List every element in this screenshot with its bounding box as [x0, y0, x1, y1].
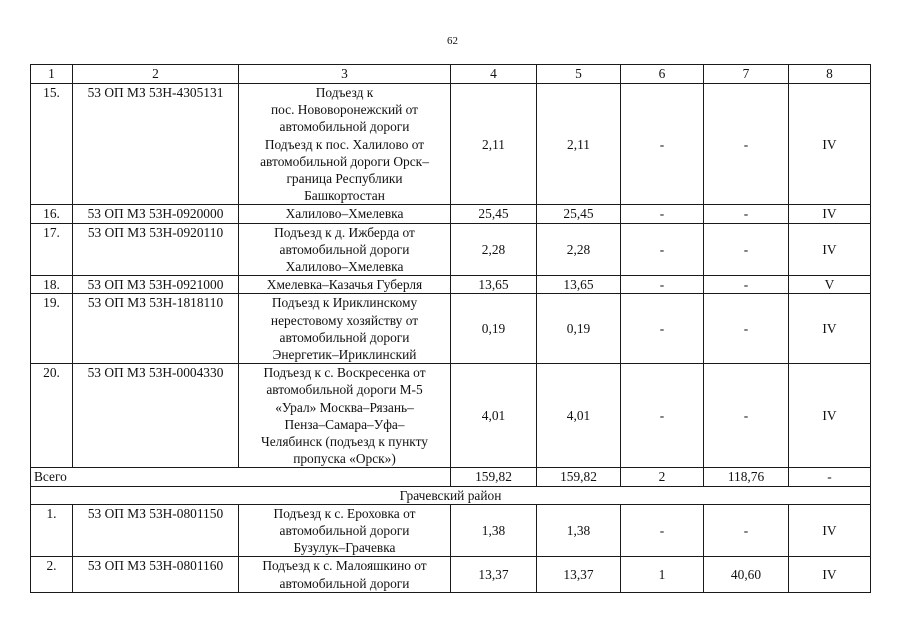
road-name-line: Халилово–Хмелевка [285, 206, 404, 222]
road-name-line: Подъезд к пос. Халилово от [264, 136, 425, 152]
value-cell-c4: 25,45 [451, 205, 537, 223]
road-name-line: Подъезд к с. Ероховка от [273, 505, 416, 521]
value-cell-c4: 13,37 [451, 557, 537, 592]
road-name-cell [239, 223, 451, 276]
row-number-cell: 16. [31, 205, 73, 223]
header-cell: 5 [537, 65, 621, 84]
row-number-cell: 18. [31, 276, 73, 294]
value-cell-c4: 2,28 [451, 223, 537, 276]
value-cell-c7: - [704, 205, 789, 223]
total-value-c6: 2 [621, 468, 704, 486]
road-name-line: Энергетик–Ириклинский [272, 347, 417, 363]
road-name-line: Подъезд к Ириклинскому [271, 295, 418, 311]
road-name-line: Челябинск (подъезд к пункту [261, 434, 428, 450]
road-name-line: автомобильной дороги [279, 119, 410, 135]
row-number-cell: 2. [31, 557, 73, 592]
total-value-c5: 159,82 [537, 468, 621, 486]
row-number-cell: 20. [31, 364, 73, 468]
value-cell-c6: - [621, 223, 704, 276]
value-cell-c8: IV [789, 205, 871, 223]
table-row [31, 276, 871, 294]
total-value-c4: 159,82 [451, 468, 537, 486]
road-name-cell [239, 276, 451, 294]
value-cell-c5: 0,19 [537, 294, 621, 364]
header-cell: 6 [621, 65, 704, 84]
value-cell-c5: 2,28 [537, 223, 621, 276]
table-row [31, 504, 871, 557]
total-value-c7: 118,76 [704, 468, 789, 486]
roads-table [30, 64, 871, 593]
value-cell-c6: 1 [621, 557, 704, 592]
row-number-cell: 17. [31, 223, 73, 276]
table-row [31, 557, 871, 592]
row-number-cell: 15. [31, 84, 73, 205]
road-name-cell [239, 364, 451, 468]
table-body [31, 65, 871, 593]
header-cell: 3 [239, 65, 451, 84]
road-code-cell: 53 ОП МЗ 53Н-0801160 [73, 557, 239, 592]
road-name-line: автомобильной дороги [279, 329, 410, 345]
value-cell-c5: 25,45 [537, 205, 621, 223]
value-cell-c6: - [621, 294, 704, 364]
road-name-line: пос. Нововоронежский от [270, 102, 419, 118]
road-name-line: Халилово–Хмелевка [285, 259, 404, 275]
road-name-line: Бузулук–Грачевка [293, 540, 396, 556]
value-cell-c4: 13,65 [451, 276, 537, 294]
value-cell-c8: IV [789, 294, 871, 364]
road-code-cell: 53 ОП МЗ 53Н-0920110 [73, 223, 239, 276]
value-cell-c4: 0,19 [451, 294, 537, 364]
value-cell-c6: - [621, 504, 704, 557]
value-cell-c5: 13,65 [537, 276, 621, 294]
road-code-cell: 53 ОП МЗ 53Н-0921000 [73, 276, 239, 294]
row-number-cell: 19. [31, 294, 73, 364]
value-cell-c7: - [704, 294, 789, 364]
value-cell-c7: 40,60 [704, 557, 789, 592]
table-row [31, 205, 871, 223]
table-row [31, 223, 871, 276]
value-cell-c5: 1,38 [537, 504, 621, 557]
road-name-line: Подъезд к д. Ижберда от [274, 224, 415, 240]
value-cell-c6: - [621, 364, 704, 468]
road-name-line: автомобильной дороги [279, 241, 410, 257]
value-cell-c8: V [789, 276, 871, 294]
value-cell-c8: IV [789, 84, 871, 205]
road-name-line: автомобильной дороги [279, 575, 410, 591]
value-cell-c8: IV [789, 223, 871, 276]
road-name-line: Пенза–Самара–Уфа– [284, 416, 405, 432]
value-cell-c7: - [704, 84, 789, 205]
table-row [31, 294, 871, 364]
section-row [31, 486, 871, 504]
value-cell-c6: - [621, 205, 704, 223]
road-name-line: автомобильной дороги Орск– [260, 153, 429, 169]
header-cell: 2 [73, 65, 239, 84]
value-cell-c7: - [704, 504, 789, 557]
road-name-line: автомобильной дороги М-5 [266, 382, 423, 398]
header-cell: 7 [704, 65, 789, 84]
table-row [31, 84, 871, 205]
district-title: Грачевский район [31, 486, 871, 504]
value-cell-c6: - [621, 84, 704, 205]
header-cell: 8 [789, 65, 871, 84]
road-code-cell: 53 ОП МЗ 53Н-0004330 [73, 364, 239, 468]
value-cell-c4: 4,01 [451, 364, 537, 468]
value-cell-c8: IV [789, 364, 871, 468]
value-cell-c7: - [704, 223, 789, 276]
road-name-cell [239, 294, 451, 364]
road-code-cell: 53 ОП МЗ 53Н-0801150 [73, 504, 239, 557]
row-number-cell: 1. [31, 504, 73, 557]
road-name-line: Подъезд к с. Воскресенка от [263, 365, 426, 381]
road-name-line: автомобильной дороги [279, 523, 410, 539]
road-name-line: нерестовому хозяйству от [270, 312, 419, 328]
road-name-line: «Урал» Москва–Рязань– [275, 399, 414, 415]
page-number: 62 [447, 35, 458, 47]
total-label: Всего [31, 468, 451, 486]
value-cell-c7: - [704, 276, 789, 294]
header-cell: 1 [31, 65, 73, 84]
road-name-cell [239, 557, 451, 592]
value-cell-c5: 2,11 [537, 84, 621, 205]
value-cell-c7: - [704, 364, 789, 468]
header-row [31, 65, 871, 84]
value-cell-c8: IV [789, 557, 871, 592]
value-cell-c4: 2,11 [451, 84, 537, 205]
road-name-line: пропуска «Орск») [293, 451, 396, 467]
road-name-line: Башкортостан [304, 188, 385, 204]
road-code-cell: 53 ОП МЗ 53Н-0920000 [73, 205, 239, 223]
total-row [31, 468, 871, 486]
road-name-cell [239, 84, 451, 205]
road-name-cell [239, 205, 451, 223]
value-cell-c5: 13,37 [537, 557, 621, 592]
road-name-line: Подъезд к с. Малояшкино от [262, 558, 427, 574]
road-name-line: Подъезд к [315, 85, 374, 100]
value-cell-c5: 4,01 [537, 364, 621, 468]
road-code-cell: 53 ОП МЗ 53Н-4305131 [73, 84, 239, 205]
value-cell-c8: IV [789, 504, 871, 557]
value-cell-c6: - [621, 276, 704, 294]
road-name-line: Хмелевка–Казачья Губерля [266, 277, 423, 293]
total-value-c8: - [789, 468, 871, 486]
road-name-cell [239, 504, 451, 557]
road-code-cell: 53 ОП МЗ 53Н-1818110 [73, 294, 239, 364]
value-cell-c4: 1,38 [451, 504, 537, 557]
road-name-line: граница Республики [286, 171, 403, 187]
table-row [31, 364, 871, 468]
header-cell: 4 [451, 65, 537, 84]
